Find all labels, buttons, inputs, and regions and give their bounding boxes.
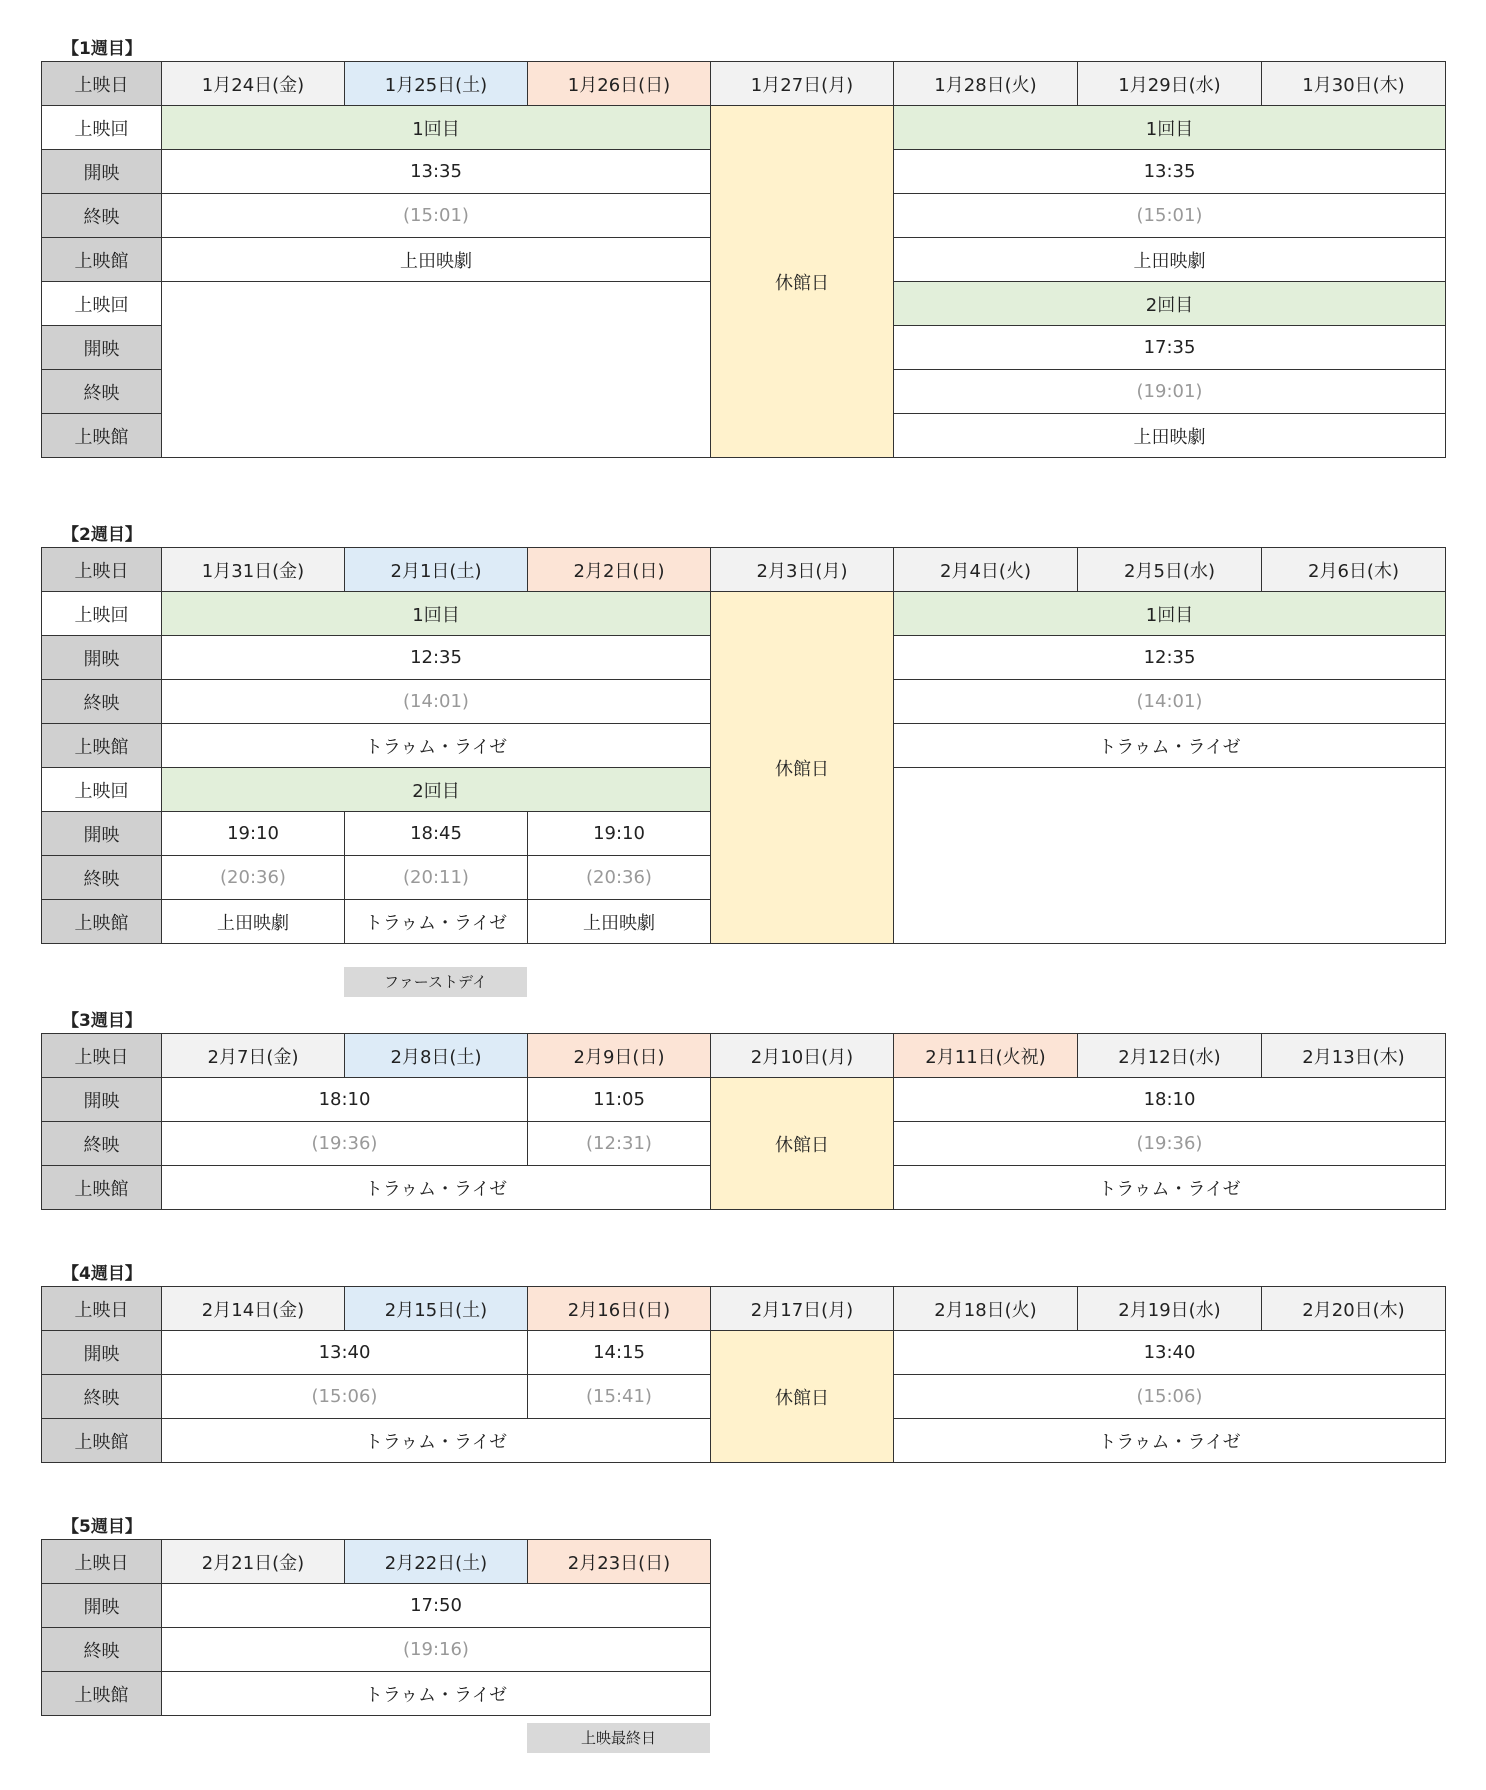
date-cell: 2月11日(火祝) [894,1034,1078,1078]
label-end: 終映 [42,1628,162,1672]
label-start: 開映 [42,1331,162,1375]
date-cell: 2月23日(日) [528,1540,711,1584]
venue-cell: トラゥム・ライゼ [894,1419,1446,1463]
end-time-cell: (20:36) [162,856,345,900]
label-venue: 上映館 [42,1672,162,1716]
end-time-cell: (15:06) [894,1375,1446,1419]
start-time-cell: 11:05 [528,1078,711,1122]
end-time-cell: (20:11) [345,856,528,900]
label-start: 開映 [42,636,162,680]
date-cell: 2月2日(日) [528,548,711,592]
venue-cell: トラゥム・ライゼ [894,724,1446,768]
date-cell: 2月1日(土) [345,548,528,592]
venue-cell: 上田映劇 [894,414,1446,458]
venue-cell: トラゥム・ライゼ [345,900,528,944]
end-time-cell: (15:01) [894,194,1446,238]
date-cell: 2月3日(月) [711,548,894,592]
week3-title: 【3週目】 [62,1011,142,1031]
venue-cell: トラゥム・ライゼ [162,1672,711,1716]
round-cell: 2回目 [162,768,711,812]
end-time-cell: (15:06) [162,1375,528,1419]
end-time-cell: (15:41) [528,1375,711,1419]
label-venue: 上映館 [42,900,162,944]
date-cell: 1月29日(水) [1078,62,1262,106]
start-time-cell: 14:15 [528,1331,711,1375]
week2-table [41,547,1446,944]
date-cell: 2月5日(水) [1078,548,1262,592]
end-time-cell: (12:31) [528,1122,711,1166]
venue-cell: 上田映劇 [894,238,1446,282]
empty-area [162,282,711,458]
week4-table [41,1286,1446,1463]
date-cell: 1月25日(土) [345,62,528,106]
date-cell: 2月12日(水) [1078,1034,1262,1078]
round-cell: 1回目 [894,592,1446,636]
label-start: 開映 [42,812,162,856]
venue-cell: トラゥム・ライゼ [162,1419,711,1463]
start-time-cell: 12:35 [162,636,711,680]
date-row [42,1287,1446,1331]
label-venue: 上映館 [42,1166,162,1210]
empty-area [894,768,1446,944]
start-time-cell: 13:35 [894,150,1446,194]
round-cell: 1回目 [162,592,711,636]
label-venue: 上映館 [42,724,162,768]
date-cell: 2月7日(金) [162,1034,345,1078]
label-round: 上映回 [42,768,162,812]
venue-cell: トラゥム・ライゼ [162,724,711,768]
date-cell: 2月19日(水) [1078,1287,1262,1331]
date-cell: 1月30日(木) [1262,62,1446,106]
final-day-note: 上映最終日 [527,1723,710,1753]
date-cell: 2月18日(火) [894,1287,1078,1331]
label-venue: 上映館 [42,414,162,458]
start-time-cell: 18:10 [894,1078,1446,1122]
venue-cell: 上田映劇 [162,900,345,944]
date-cell: 2月22日(土) [345,1540,528,1584]
end-time-cell: (15:01) [162,194,711,238]
start-time-cell: 19:10 [162,812,345,856]
label-end: 終映 [42,370,162,414]
start-time-cell: 19:10 [528,812,711,856]
label-date: 上映日 [42,62,162,106]
label-end: 終映 [42,680,162,724]
closed-day-cell: 休館日 [711,106,894,458]
label-round: 上映回 [42,282,162,326]
date-cell: 2月8日(土) [345,1034,528,1078]
end-time-cell: (19:36) [894,1122,1446,1166]
date-cell: 2月17日(月) [711,1287,894,1331]
date-cell: 2月9日(日) [528,1034,711,1078]
venue-cell: トラゥム・ライゼ [894,1166,1446,1210]
date-cell: 2月20日(木) [1262,1287,1446,1331]
date-row [42,548,1446,592]
label-venue: 上映館 [42,238,162,282]
end-time-cell: (19:01) [894,370,1446,414]
week1-title: 【1週目】 [62,39,142,59]
start-time-cell: 17:35 [894,326,1446,370]
end-time-cell: (19:16) [162,1628,711,1672]
end-time-cell: (20:36) [528,856,711,900]
label-date: 上映日 [42,1287,162,1331]
closed-day-cell: 休館日 [711,1078,894,1210]
end-time-cell: (19:36) [162,1122,528,1166]
date-cell: 2月15日(土) [345,1287,528,1331]
date-cell: 1月27日(月) [711,62,894,106]
label-start: 開映 [42,326,162,370]
week3-table [41,1033,1446,1210]
date-cell: 2月13日(木) [1262,1034,1446,1078]
first-day-note: ファーストデイ [344,967,527,997]
date-cell: 1月24日(金) [162,62,345,106]
date-cell: 2月14日(金) [162,1287,345,1331]
week2-title: 【2週目】 [62,525,142,545]
date-row [42,1540,711,1584]
round-cell: 1回目 [894,106,1446,150]
week5-table [41,1539,711,1716]
label-end: 終映 [42,1122,162,1166]
closed-day-cell: 休館日 [711,592,894,944]
venue-cell: トラゥム・ライゼ [162,1166,711,1210]
start-time-cell: 18:10 [162,1078,528,1122]
start-time-cell: 13:40 [894,1331,1446,1375]
date-cell: 2月10日(月) [711,1034,894,1078]
date-row [42,62,1446,106]
label-start: 開映 [42,150,162,194]
end-time-cell: (14:01) [162,680,711,724]
week4-title: 【4週目】 [62,1264,142,1284]
end-time-cell: (14:01) [894,680,1446,724]
start-time-cell: 13:40 [162,1331,528,1375]
date-cell: 1月28日(火) [894,62,1078,106]
label-round: 上映回 [42,106,162,150]
venue-cell: 上田映劇 [528,900,711,944]
start-time-cell: 17:50 [162,1584,711,1628]
date-cell: 2月6日(木) [1262,548,1446,592]
label-end: 終映 [42,194,162,238]
date-cell: 1月31日(金) [162,548,345,592]
round-cell: 2回目 [894,282,1446,326]
label-round: 上映回 [42,592,162,636]
label-start: 開映 [42,1584,162,1628]
label-date: 上映日 [42,1034,162,1078]
label-end: 終映 [42,856,162,900]
label-end: 終映 [42,1375,162,1419]
label-date: 上映日 [42,548,162,592]
date-cell: 2月4日(火) [894,548,1078,592]
closed-day-cell: 休館日 [711,1331,894,1463]
label-venue: 上映館 [42,1419,162,1463]
label-date: 上映日 [42,1540,162,1584]
label-start: 開映 [42,1078,162,1122]
date-cell: 1月26日(日) [528,62,711,106]
date-cell: 2月21日(金) [162,1540,345,1584]
round-cell: 1回目 [162,106,711,150]
week5-title: 【5週目】 [62,1517,142,1537]
start-time-cell: 12:35 [894,636,1446,680]
venue-cell: 上田映劇 [162,238,711,282]
date-cell: 2月16日(日) [528,1287,711,1331]
start-time-cell: 13:35 [162,150,711,194]
start-time-cell: 18:45 [345,812,528,856]
week1-table [41,61,1446,458]
date-row [42,1034,1446,1078]
